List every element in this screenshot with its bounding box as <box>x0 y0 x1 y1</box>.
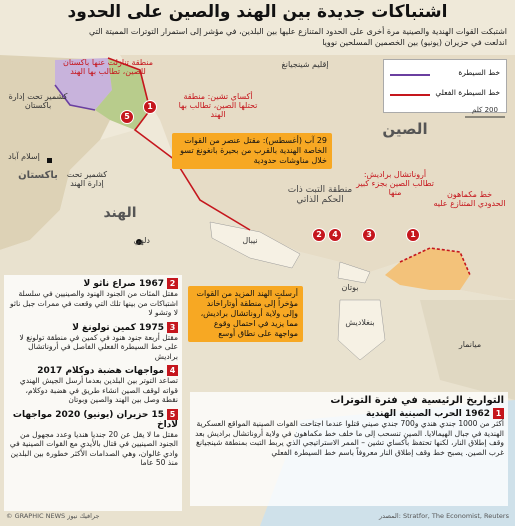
event-head: 1975 كمين تولونغ لا <box>72 322 164 333</box>
label-myanmar: ميانمار <box>458 340 482 349</box>
callout-aug29: 29 آب (أغسطس): مقتل عنصر من القوات الخاصة الهندية بالقرب من بحيرة بانغونغ تسو خلال مناوشات حدودية <box>172 133 332 169</box>
label-pak-kashmir: كشمير تحت إدارة باكستان <box>8 92 68 110</box>
history-heading: التواريخ الرئيسية في فترة التوترات <box>330 395 504 406</box>
label-ceded-area: منطقة تنازلت عنها باكستان للصين، تطالب بها الهند <box>62 58 154 76</box>
map-marker-5: 5 <box>120 110 134 124</box>
events-panel <box>4 275 182 511</box>
label-aksai-chin: أكساي تشين: منطقة تحتلها الصين، تطالب بها الهند <box>178 92 258 119</box>
label-mcmahon: خط مكماهون الحدودي المتنازع عليه <box>433 190 506 208</box>
event-item-3 <box>4 320 182 364</box>
label-tibet: منطقة التبت ذات الحكم الذاتي <box>287 185 353 205</box>
label-ind-kashmir: كشمير تحت إدارة الهند <box>66 170 108 188</box>
map-marker-1b: 1 <box>406 228 420 242</box>
label-china: الصين <box>382 120 428 138</box>
label-bangladesh: بنغلاديش <box>345 318 375 327</box>
event-num: 5 <box>167 409 178 420</box>
event-num: 4 <box>167 365 178 376</box>
history-event-body: أكثر من 1000 جندي هندي و700 جندي صيني قتلوا عندما اجتاحت القوات الصينية المواقع العسكرية الهندية في جبال الهيمالايا. الصين تنسحب إلى ما خلف خط مكماهون في ولاية أروناتشال براديش بعد وقف إطلاق النار، لكنها تحتفظ بأكساي تشين – الممر الاستراتيجي الذي يربط التبت بمنطقة شينجيانغ غرب الصين. يصبح خط وقف إطلاق النار معروفاً باسم خط السيطرة الفعلي <box>195 419 504 457</box>
map-marker-2: 2 <box>312 228 326 242</box>
event-num: 3 <box>167 322 178 333</box>
callout-arunachal-troops: أرسلت الهند المزيد من القوات مؤخراً إلى منطقة أوتاراخاند وإلى ولاية أروناتشال براديش، مما يزيد في احتمال وقوع مواجهة على نطاق أوسع <box>188 286 303 342</box>
label-islamabad: إسلام آباد <box>8 152 40 161</box>
map-legend <box>383 59 507 113</box>
label-bhutan: بوتان <box>341 283 359 292</box>
page-subtitle: اشتبكت القوات الهندية والصينية مرة أخرى على الحدود المتنازع عليها بين البلدين، في مؤشر إلى استمرار التوترات المميتة التي اندلعت في حزيران (يونيو) بين الخصمين المسلحين نوويا <box>88 27 507 47</box>
legend-actual-swatch <box>390 94 430 96</box>
legend-control-label: خط السيطرة <box>458 68 500 77</box>
event-num: 1 <box>493 408 504 419</box>
footer-source: المصدر: Stratfor, The Economist, Reuters <box>378 512 509 520</box>
legend-control-swatch <box>390 74 430 76</box>
event-item-4 <box>4 363 182 407</box>
event-head: 1967 صراع ناثو لا <box>83 279 164 289</box>
event-item-5 <box>4 407 182 470</box>
event-body: مقتل أربعة جنود هنود في كمين في منطقة تولونغ لا على خط السيطرة الفعلي الفاصل في أروناتشال براديش <box>19 332 178 361</box>
label-nepal: نيبال <box>242 236 258 245</box>
event-item-2 <box>4 275 182 320</box>
label-xinjiang: إقليم شينجيانغ <box>281 60 329 69</box>
event-body: مقتل المئات من الجنود الهنود والصينيين في سلسلة اشتباكات من بينها تلك التي وقعت في ممرات جبل ناثو لا وتشو لا <box>10 289 178 317</box>
history-panel <box>190 392 508 506</box>
legend-actual-label: خط السيطرة الفعلي <box>435 88 500 97</box>
map-marker-1: 1 <box>143 100 157 114</box>
label-pakistan: باكستان <box>18 170 58 181</box>
event-num: 2 <box>167 278 178 289</box>
label-arunachal: أروناتشال براديش: تطالب الصين بجزء كبير منها <box>356 170 434 197</box>
label-scale: 200 كلم <box>472 106 498 114</box>
history-event-head: 1962 الحرب الصينية الهندية <box>366 409 490 419</box>
event-head: مواجهات هضبة دوكلام 2017 <box>37 366 164 376</box>
map-marker-4: 4 <box>328 228 342 242</box>
islamabad-marker <box>47 158 52 163</box>
footer-credit: © GRAPHIC NEWS جرافيك نيوز <box>6 512 100 520</box>
event-head: 15 حزيران (يونيو) 2020 مواجهات لاداخ <box>12 409 178 430</box>
label-india: الهند <box>103 205 137 221</box>
map-marker-3: 3 <box>362 228 376 242</box>
label-delhi: دلهي <box>133 236 150 245</box>
page-title: اشتباكات جديدة بين الهند والصين على الحدود <box>67 2 448 22</box>
event-body: تصاعد التوتر بين البلدين بعدما أرسل الجيش الهندي قواته لوقف الصين انشاء طريق في هضبة دوكلام، نقطة وصل بين الهند والصين وبوتان <box>19 376 178 404</box>
event-body: مقتل ما لا يقل عن 20 جنديا هنديا وعدد مجهول من الجنود الصينيين في قتال بالأيدي مع القوات الصينية في وادي غالوان، وهي الصدامات الأكثر خطورة بين البلدين منذ 50 عاما <box>9 429 178 467</box>
